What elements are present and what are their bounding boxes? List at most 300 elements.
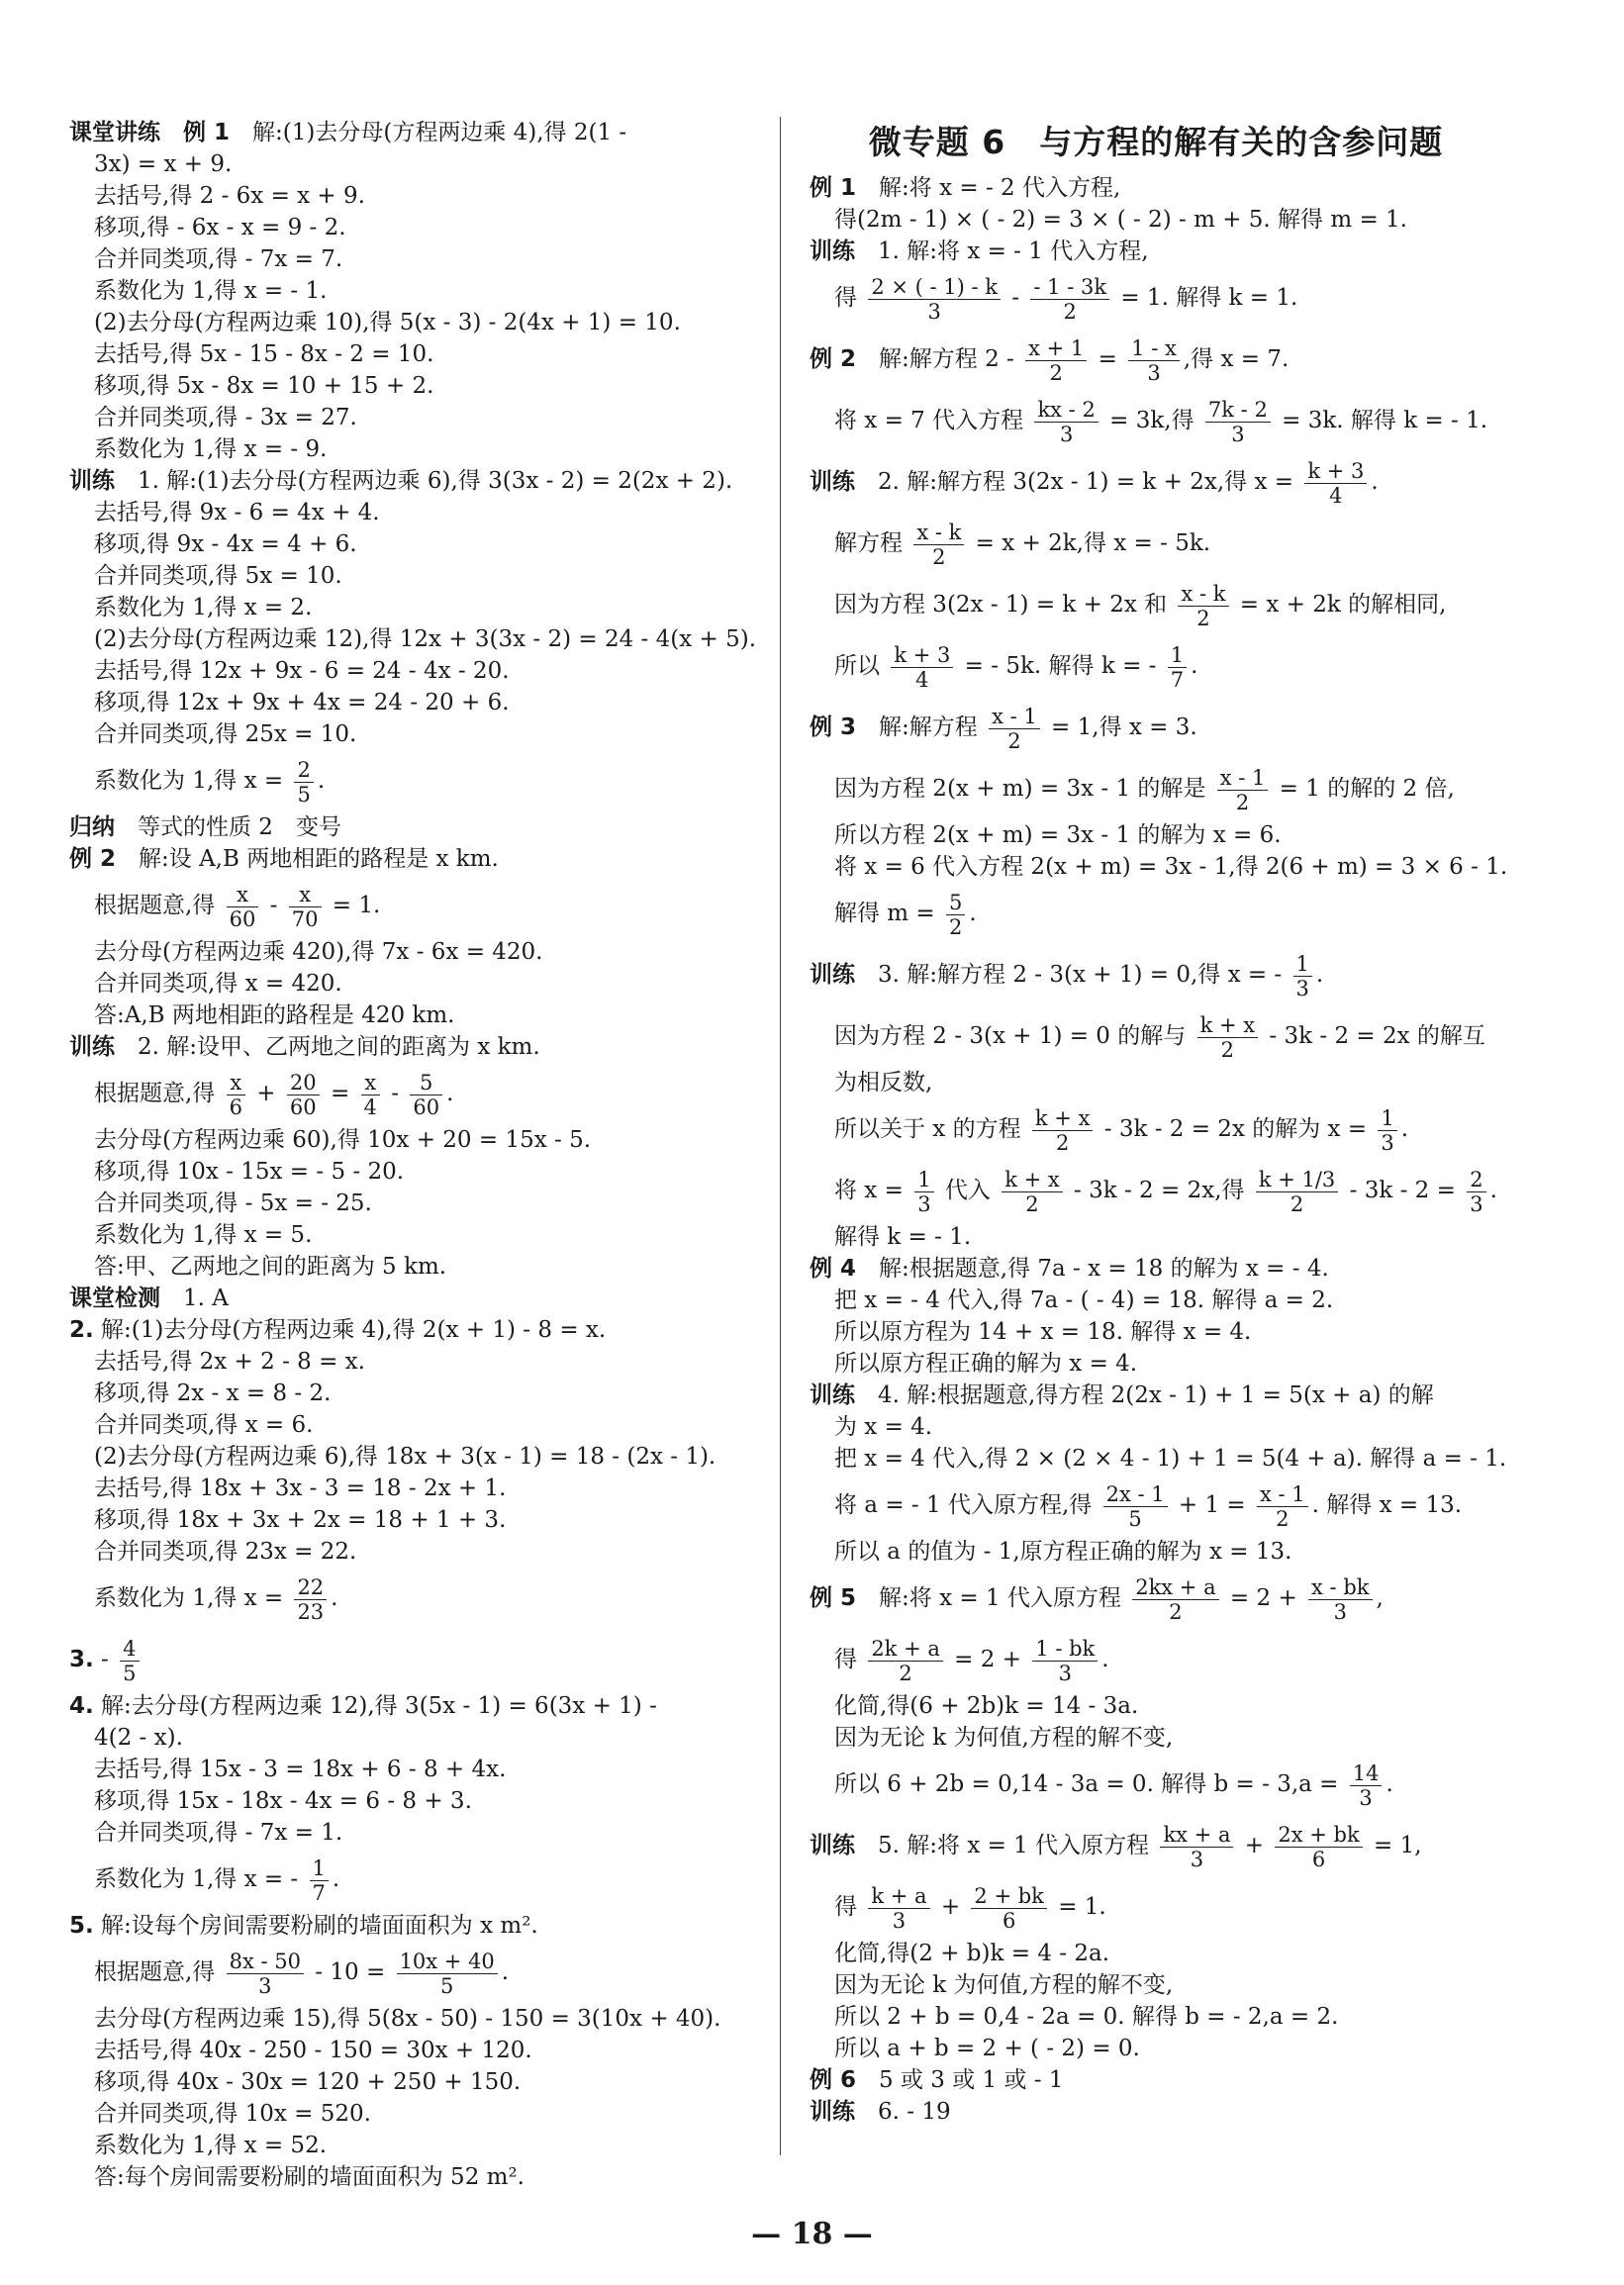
fraction-denominator: 3 bbox=[1333, 1599, 1347, 1624]
answer-line bbox=[810, 1285, 1502, 1316]
fraction bbox=[868, 275, 1001, 324]
answer-line bbox=[69, 307, 762, 338]
line-text: 3. 解:解方程 2 - 3(x + 1) = 0,得 x = - bbox=[855, 962, 1290, 988]
line-text: 合并同类项,得 23x = 22. bbox=[94, 1539, 357, 1565]
fraction bbox=[1256, 1168, 1338, 1216]
line-text: 将 x = 7 代入方程 bbox=[834, 408, 1031, 433]
fraction-numerator: 10x + 40 bbox=[397, 1950, 498, 1974]
line-text: 移项,得 18x + 3x + 2x = 18 + 1 + 3. bbox=[94, 1507, 507, 1533]
line-text: . bbox=[1385, 1771, 1393, 1797]
fraction-numerator: x bbox=[361, 1071, 380, 1095]
fraction-denominator: 2 bbox=[1235, 790, 1250, 814]
fraction-numerator: 2 + bk bbox=[971, 1884, 1046, 1909]
fraction bbox=[410, 1071, 442, 1119]
line-text: - 3k - 2 = 2x 的解为 x = bbox=[1097, 1116, 1375, 1142]
fraction-numerator: x + 1 bbox=[1025, 336, 1087, 361]
line-text: 所以 bbox=[834, 653, 888, 679]
line-text: 去分母(方程两边乘 15),得 5(8x - 50) - 150 = 3(10x + 40). bbox=[94, 2006, 721, 2032]
answer-line bbox=[810, 451, 1502, 513]
line-text: 为相反数, bbox=[834, 1070, 933, 1095]
fraction-numerator: k + x bbox=[1002, 1168, 1063, 1192]
fraction-numerator: 2x - 1 bbox=[1103, 1482, 1168, 1507]
fraction-denominator: 2 bbox=[1055, 1130, 1070, 1155]
line-text: - bbox=[383, 1081, 407, 1106]
fraction bbox=[1378, 1106, 1396, 1155]
line-text: 根据题意,得 bbox=[94, 1081, 223, 1106]
item-label: 3. bbox=[69, 1647, 94, 1672]
line-text: - 10 = bbox=[308, 1959, 393, 1985]
fraction-denominator: 2 bbox=[1169, 1599, 1183, 1624]
answer-line bbox=[69, 1000, 762, 1031]
fraction-numerator: 1 bbox=[1378, 1106, 1396, 1131]
line-text: 所以 2 + b = 0,4 - 2a = 0. 解得 b = - 2,a = 2. bbox=[834, 2004, 1339, 2030]
fraction-denominator: 60 bbox=[229, 906, 256, 931]
line-text: 答:每个房间需要粉刷的墙面面积为 52 m². bbox=[94, 2164, 525, 2190]
fraction-numerator: 7k - 2 bbox=[1205, 398, 1271, 423]
fraction-denominator: 5 bbox=[439, 1973, 454, 1998]
line-text: = bbox=[323, 1081, 357, 1106]
answer-line bbox=[810, 944, 1502, 1005]
fraction-denominator: 2 bbox=[1049, 360, 1063, 385]
answer-line bbox=[69, 275, 762, 307]
fraction-numerator: x - 1 bbox=[989, 705, 1040, 729]
line-text: - bbox=[93, 1647, 117, 1672]
line-text: 因为方程 2 - 3(x + 1) = 0 的解与 bbox=[834, 1023, 1194, 1049]
answer-line bbox=[69, 212, 762, 243]
line-text: 合并同类项,得 x = 6. bbox=[94, 1412, 314, 1438]
line-text: - 3k - 2 = 2x,得 bbox=[1066, 1178, 1252, 1203]
item-label: 训练 bbox=[810, 962, 855, 988]
line-text: . bbox=[331, 1585, 338, 1611]
answer-line bbox=[69, 338, 762, 370]
line-text: 去括号,得 2 - 6x = x + 9. bbox=[94, 183, 365, 209]
line-text: 去括号,得 40x - 250 - 150 = 30x + 120. bbox=[94, 2038, 532, 2063]
line-text: . 解得 x = 13. bbox=[1311, 1492, 1463, 1518]
line-text: 去括号,得 9x - 6 = 4x + 4. bbox=[94, 500, 380, 525]
page-number: — 18 — bbox=[751, 2217, 873, 2251]
line-text: 把 x = - 4 代入,得 7a - ( - 4) = 18. 解得 a = 2. bbox=[834, 1287, 1334, 1313]
fraction-numerator: x bbox=[289, 883, 322, 907]
answer-line bbox=[810, 1938, 1502, 1969]
fraction-denominator: 3 bbox=[927, 299, 941, 324]
line-text: 为 x = 4. bbox=[834, 1414, 933, 1440]
line-text: = bbox=[1091, 346, 1125, 372]
answer-line bbox=[810, 1722, 1502, 1754]
answer-line bbox=[810, 697, 1502, 758]
line-text: = 1. 解得 k = 1. bbox=[1113, 285, 1298, 311]
fraction-numerator: 22 bbox=[294, 1575, 327, 1600]
fraction bbox=[289, 883, 322, 931]
fraction-denominator: 2 bbox=[1220, 1037, 1235, 1062]
answer-line bbox=[810, 2096, 1502, 2128]
fraction-denominator: 2 bbox=[1063, 299, 1077, 324]
fraction bbox=[1103, 1482, 1168, 1531]
answer-line bbox=[69, 2161, 762, 2193]
line-text: . bbox=[1371, 469, 1379, 495]
item-label: 训练 bbox=[810, 1833, 855, 1858]
line-text: , bbox=[1376, 1585, 1384, 1611]
line-text: (2)去分母(方程两边乘 10),得 5(x - 3) - 2(4x + 1) = 10. bbox=[94, 310, 681, 335]
answer-line bbox=[810, 513, 1502, 574]
answer-line bbox=[810, 390, 1502, 451]
answer-line bbox=[810, 758, 1502, 819]
line-text: 将 x = 6 代入方程 2(x + m) = 3x - 1,得 2(6 + m) = 3 × 6 - 1. bbox=[834, 854, 1508, 880]
line-text: 得 bbox=[834, 1647, 865, 1672]
fraction bbox=[1025, 336, 1087, 385]
answer-line bbox=[810, 2033, 1502, 2064]
line-text: 解:将 x = 1 代入原方程 bbox=[856, 1585, 1129, 1611]
fraction bbox=[1197, 1013, 1259, 1062]
answer-line bbox=[810, 1475, 1502, 1536]
answer-line bbox=[810, 1253, 1502, 1285]
answer-line bbox=[69, 2098, 762, 2130]
line-text: 解:将 x = - 2 代入方程, bbox=[856, 175, 1121, 201]
item-label: 例 2 bbox=[810, 346, 857, 372]
line-text: = - 5k. 解得 k = - bbox=[957, 653, 1164, 679]
line-text: 化简,得(6 + 2b)k = 14 - 3a. bbox=[834, 1693, 1139, 1719]
column-divider bbox=[780, 117, 781, 2155]
fraction-denominator: 3 bbox=[917, 1191, 931, 1216]
line-text: 因为无论 k 为何值,方程的解不变, bbox=[834, 1972, 1174, 1998]
fraction bbox=[1350, 1761, 1383, 1810]
fraction-denominator: 3 bbox=[1231, 422, 1245, 446]
line-text: 得(2m - 1) × ( - 2) = 3 × ( - 2) - m + 5. 解得 m = 1. bbox=[834, 207, 1407, 233]
fraction bbox=[1160, 1823, 1233, 1871]
section-title: 微专题 6 与方程的解有关的含参问题 bbox=[868, 123, 1444, 161]
line-text: (2)去分母(方程两边乘 12),得 12x + 3(3x - 2) = 24 - 4(x + 5). bbox=[94, 626, 757, 652]
answer-line bbox=[810, 267, 1502, 329]
line-text: 去括号,得 5x - 15 - 8x - 2 = 10. bbox=[94, 341, 434, 367]
answer-line bbox=[810, 1754, 1502, 1815]
fraction bbox=[946, 891, 965, 939]
answer-line bbox=[69, 1504, 762, 1536]
line-text: + bbox=[249, 1081, 283, 1106]
answer-line bbox=[69, 528, 762, 560]
line-text: = 1 的解的 2 倍, bbox=[1272, 776, 1455, 802]
fraction bbox=[914, 1168, 933, 1216]
item-label: 例 2 bbox=[69, 846, 117, 872]
answer-line bbox=[69, 370, 762, 402]
line-text: 5 或 3 或 1 或 - 1 bbox=[856, 2067, 1064, 2093]
answer-line bbox=[69, 1188, 762, 1219]
answer-line bbox=[810, 329, 1502, 390]
fraction bbox=[868, 1637, 943, 1685]
answer-line bbox=[69, 1378, 762, 1409]
fraction-numerator: 5 bbox=[946, 891, 965, 915]
line-text: 1. A bbox=[160, 1285, 229, 1311]
answer-line bbox=[69, 1441, 762, 1473]
answer-line bbox=[69, 1942, 762, 2003]
answer-line bbox=[69, 402, 762, 433]
line-text: 系数化为 1,得 x = bbox=[94, 768, 291, 794]
fraction-denominator: 3 bbox=[1190, 1847, 1204, 1871]
answer-line bbox=[69, 623, 762, 655]
fraction bbox=[1032, 1637, 1098, 1685]
answer-line bbox=[69, 180, 762, 212]
fraction bbox=[1308, 1575, 1372, 1624]
answer-line bbox=[810, 236, 1502, 267]
fraction bbox=[989, 705, 1040, 753]
fraction-denominator: 4 bbox=[363, 1095, 377, 1119]
item-label: 训练 bbox=[69, 1034, 115, 1060]
fraction-numerator: k + 3 bbox=[1304, 459, 1367, 484]
fraction-denominator: 4 bbox=[915, 667, 929, 692]
line-text: 解:解方程 bbox=[856, 714, 986, 740]
line-text: 解:设每个房间需要粉刷的墙面面积为 x m². bbox=[93, 1913, 538, 1939]
answer-line bbox=[810, 819, 1502, 851]
line-text: 合并同类项,得 10x = 520. bbox=[94, 2101, 371, 2127]
fraction-denominator: 6 bbox=[1311, 1847, 1326, 1871]
answer-line bbox=[69, 2035, 762, 2066]
answer-line bbox=[69, 465, 762, 497]
answer-line bbox=[69, 843, 762, 875]
answer-line bbox=[69, 687, 762, 718]
line-text: 4(2 - x). bbox=[94, 1725, 183, 1751]
fraction-denominator: 3 bbox=[1470, 1191, 1483, 1216]
answer-line bbox=[69, 1722, 762, 1754]
answer-line bbox=[69, 1409, 762, 1441]
line-text: + 1 = bbox=[1171, 1492, 1254, 1518]
line-text: 将 a = - 1 代入原方程,得 bbox=[834, 1492, 1099, 1518]
fraction-numerator: k + a bbox=[868, 1884, 929, 1909]
line-text: - bbox=[262, 893, 285, 918]
fraction bbox=[1467, 1168, 1485, 1216]
fraction bbox=[1304, 459, 1367, 508]
answer-line bbox=[69, 968, 762, 1000]
fraction-numerator: 2 × ( - 1) - k bbox=[868, 275, 1001, 300]
item-label: 训练 bbox=[810, 469, 855, 495]
answer-line bbox=[69, 1536, 762, 1568]
line-text: = 2 + bbox=[1222, 1585, 1305, 1611]
answer-line bbox=[69, 1283, 762, 1314]
fraction-denominator: 5 bbox=[1128, 1506, 1142, 1531]
item-label: 例 6 bbox=[810, 2067, 857, 2093]
line-text: 解:去分母(方程两边乘 12),得 3(5x - 1) = 6(3x + 1) - bbox=[93, 1693, 657, 1719]
fraction-numerator: 1 - bk bbox=[1032, 1637, 1098, 1662]
fraction bbox=[294, 1575, 327, 1624]
fraction-denominator: 2 bbox=[1007, 728, 1021, 753]
line-text: 所以关于 x 的方程 bbox=[834, 1116, 1028, 1142]
fraction bbox=[294, 758, 313, 807]
line-text: 系数化为 1,得 x = - 1. bbox=[94, 278, 328, 304]
fraction-denominator: 3 bbox=[1359, 1785, 1373, 1810]
answer-line bbox=[69, 497, 762, 528]
line-text: 化简,得(2 + b)k = 4 - 2a. bbox=[834, 1941, 1110, 1966]
item-label: 训练 bbox=[810, 1382, 855, 1408]
fraction bbox=[361, 1071, 380, 1119]
answer-line bbox=[69, 1629, 762, 1690]
fraction-denominator: 7 bbox=[1170, 667, 1185, 692]
line-text: 1. 解:(1)去分母(方程两边乘 6),得 3(3x - 2) = 2(2x + 2). bbox=[115, 468, 733, 494]
fraction bbox=[287, 1071, 320, 1119]
fraction bbox=[1030, 275, 1109, 324]
fraction-numerator: x - bk bbox=[1308, 1575, 1372, 1600]
answer-line bbox=[69, 117, 762, 148]
answer-line bbox=[69, 1473, 762, 1504]
answer-line bbox=[810, 1411, 1502, 1443]
fraction-numerator: k + 3 bbox=[891, 643, 953, 668]
line-text: 2. 解:解方程 3(2x - 1) = k + 2x,得 x = bbox=[855, 469, 1301, 495]
line-text: 合并同类项,得 - 3x = 27. bbox=[94, 405, 357, 430]
line-text: 解得 m = bbox=[834, 901, 943, 926]
line-text: . bbox=[446, 1081, 454, 1106]
fraction bbox=[913, 521, 964, 569]
line-text: 去括号,得 2x + 2 - 8 = x. bbox=[94, 1349, 365, 1375]
fraction-numerator: 1 - x bbox=[1128, 336, 1180, 361]
answer-line bbox=[69, 592, 762, 623]
fraction-denominator: 2 bbox=[932, 544, 946, 569]
fraction-denominator: 6 bbox=[229, 1095, 242, 1119]
line-text: 合并同类项,得 - 7x = 1. bbox=[94, 1820, 343, 1846]
answer-line bbox=[810, 1316, 1502, 1348]
line-text: (2)去分母(方程两边乘 6),得 18x + 3(x - 1) = 18 - (2x - 1). bbox=[94, 1444, 716, 1470]
fraction bbox=[1217, 766, 1269, 814]
item-label: 课堂讲练 例 1 bbox=[69, 120, 231, 145]
fraction-numerator: k + 1/3 bbox=[1256, 1168, 1338, 1192]
fraction-numerator: x - 1 bbox=[1257, 1482, 1308, 1507]
answer-line bbox=[69, 433, 762, 465]
answer-line bbox=[810, 1690, 1502, 1722]
line-text: - 3k - 2 = 2x 的解互 bbox=[1262, 1023, 1485, 1049]
fraction-numerator: 20 bbox=[287, 1071, 320, 1095]
line-text: . bbox=[1191, 653, 1198, 679]
line-text: 合并同类项,得 25x = 10. bbox=[94, 721, 357, 747]
line-text: 去括号,得 18x + 3x - 3 = 18 - 2x + 1. bbox=[94, 1476, 507, 1501]
line-text: = 1. bbox=[1050, 1894, 1106, 1920]
item-label: 4. bbox=[69, 1693, 94, 1719]
line-text: = 1,得 x = 3. bbox=[1043, 714, 1197, 740]
line-text: 得 bbox=[834, 285, 865, 311]
line-text: 解:(1)去分母(方程两边乘 4),得 2(x + 1) - 8 = x. bbox=[93, 1317, 607, 1343]
answer-line bbox=[69, 1063, 762, 1124]
line-text: + bbox=[933, 1894, 968, 1920]
answer-line bbox=[810, 172, 1502, 204]
fraction bbox=[227, 1071, 245, 1119]
fraction bbox=[1275, 1823, 1362, 1871]
answer-line bbox=[69, 1690, 762, 1722]
line-text: 合并同类项,得 x = 420. bbox=[94, 971, 342, 997]
fraction bbox=[227, 1950, 304, 1998]
fraction-denominator: 3 bbox=[1059, 422, 1074, 446]
line-text: 解:根据题意,得 7a - x = 18 的解为 x = - 4. bbox=[856, 1256, 1329, 1282]
answer-line bbox=[810, 1536, 1502, 1568]
line-text: 解:(1)去分母(方程两边乘 4),得 2(1 - bbox=[230, 120, 627, 145]
fraction-denominator: 3 bbox=[892, 1908, 907, 1933]
fraction bbox=[971, 1884, 1046, 1933]
fraction-numerator: 2 bbox=[294, 758, 313, 783]
answer-line bbox=[69, 1251, 762, 1283]
line-text: 所以方程 2(x + m) = 3x - 1 的解为 x = 6. bbox=[834, 822, 1282, 848]
line-text: + bbox=[1237, 1833, 1272, 1858]
line-text: = 3k. 解得 k = - 1. bbox=[1274, 408, 1488, 433]
fraction-denominator: 2 bbox=[949, 914, 963, 939]
item-label: 课堂检测 bbox=[69, 1285, 160, 1311]
fraction bbox=[1257, 1482, 1308, 1531]
fraction bbox=[1205, 398, 1271, 446]
fraction-denominator: 4 bbox=[1329, 483, 1343, 508]
item-label: 例 1 bbox=[810, 175, 857, 201]
fraction-numerator: x - 1 bbox=[1217, 766, 1269, 791]
answer-line bbox=[69, 1031, 762, 1063]
fraction-denominator: 5 bbox=[123, 1661, 137, 1685]
item-label: 训练 bbox=[810, 2099, 855, 2125]
fraction-numerator: 2 bbox=[1467, 1168, 1485, 1192]
line-text: 代入 bbox=[937, 1178, 999, 1203]
line-text: . bbox=[1489, 1178, 1497, 1203]
line-text: 所以原方程为 14 + x = 18. 解得 x = 4. bbox=[834, 1319, 1252, 1345]
line-text: 移项,得 5x - 8x = 10 + 15 + 2. bbox=[94, 373, 434, 399]
line-text: 合并同类项,得 - 5x = - 25. bbox=[94, 1190, 372, 1216]
fraction bbox=[1002, 1168, 1063, 1216]
answer-line bbox=[69, 2066, 762, 2098]
answer-line bbox=[69, 243, 762, 275]
fraction bbox=[1032, 1106, 1094, 1155]
fraction-denominator: 6 bbox=[1002, 1908, 1016, 1933]
item-label: 训练 bbox=[810, 238, 855, 264]
line-text: 去括号,得 12x + 9x - 6 = 24 - 4x - 20. bbox=[94, 658, 510, 684]
answer-line bbox=[69, 2130, 762, 2161]
fraction-denominator: 2 bbox=[1196, 606, 1210, 630]
fraction-numerator: 1 bbox=[1168, 643, 1187, 668]
line-text: 移项,得 10x - 15x = - 5 - 20. bbox=[94, 1159, 405, 1185]
line-text: 合并同类项,得 - 7x = 7. bbox=[94, 246, 343, 272]
line-text: 6. - 19 bbox=[855, 2099, 951, 2125]
fraction-numerator: x bbox=[227, 1071, 245, 1095]
fraction bbox=[891, 643, 953, 692]
fraction-denominator: 23 bbox=[297, 1599, 325, 1624]
line-text: . bbox=[969, 901, 977, 926]
line-text: - bbox=[1003, 285, 1027, 311]
fraction-denominator: 3 bbox=[1295, 976, 1309, 1000]
answer-line bbox=[69, 718, 762, 750]
right-column bbox=[810, 117, 1508, 2128]
line-text: 将 x = bbox=[834, 1178, 911, 1203]
answer-line bbox=[69, 1314, 762, 1346]
line-text: 4. 解:根据题意,得方程 2(2x - 1) + 1 = 5(x + a) 的解 bbox=[855, 1382, 1434, 1408]
answer-line bbox=[810, 851, 1508, 883]
line-text: 把 x = 4 代入,得 2 × (2 × 4 - 1) + 1 = 5(4 + a). 解得 a = - 1. bbox=[834, 1446, 1507, 1472]
answer-line bbox=[69, 2003, 762, 2035]
answer-line bbox=[69, 148, 762, 180]
answer-line bbox=[69, 1568, 762, 1629]
item-label: 例 5 bbox=[810, 1585, 857, 1611]
fraction-denominator: 2 bbox=[1290, 1191, 1304, 1216]
fraction bbox=[310, 1857, 329, 1905]
fraction-numerator: 4 bbox=[120, 1637, 139, 1662]
line-text: 系数化为 1,得 x = 52. bbox=[94, 2133, 328, 2158]
fraction bbox=[868, 1884, 929, 1933]
answer-line bbox=[810, 2001, 1502, 2033]
answer-line bbox=[810, 1969, 1502, 2001]
line-text: = 3k,得 bbox=[1101, 408, 1201, 433]
fraction bbox=[227, 883, 259, 931]
line-text: = 2 + bbox=[946, 1647, 1029, 1672]
fraction-numerator: 1 bbox=[914, 1168, 933, 1192]
fraction-numerator: 1 bbox=[1293, 952, 1312, 977]
answer-line bbox=[810, 1005, 1502, 1067]
line-text: 因为无论 k 为何值,方程的解不变, bbox=[834, 1725, 1174, 1751]
answer-line bbox=[810, 1876, 1502, 1938]
answer-line bbox=[810, 1443, 1507, 1475]
fraction-denominator: 3 bbox=[1147, 360, 1161, 385]
line-text: 等式的性质 2 变号 bbox=[115, 814, 341, 840]
item-label: 5. bbox=[69, 1913, 94, 1939]
fraction-denominator: 70 bbox=[291, 906, 319, 931]
fraction-numerator: kx + a bbox=[1160, 1823, 1233, 1848]
answer-line bbox=[810, 1348, 1502, 1380]
line-text: 因为方程 3(2x - 1) = k + 2x 和 bbox=[834, 592, 1175, 618]
answer-line bbox=[810, 1380, 1502, 1411]
